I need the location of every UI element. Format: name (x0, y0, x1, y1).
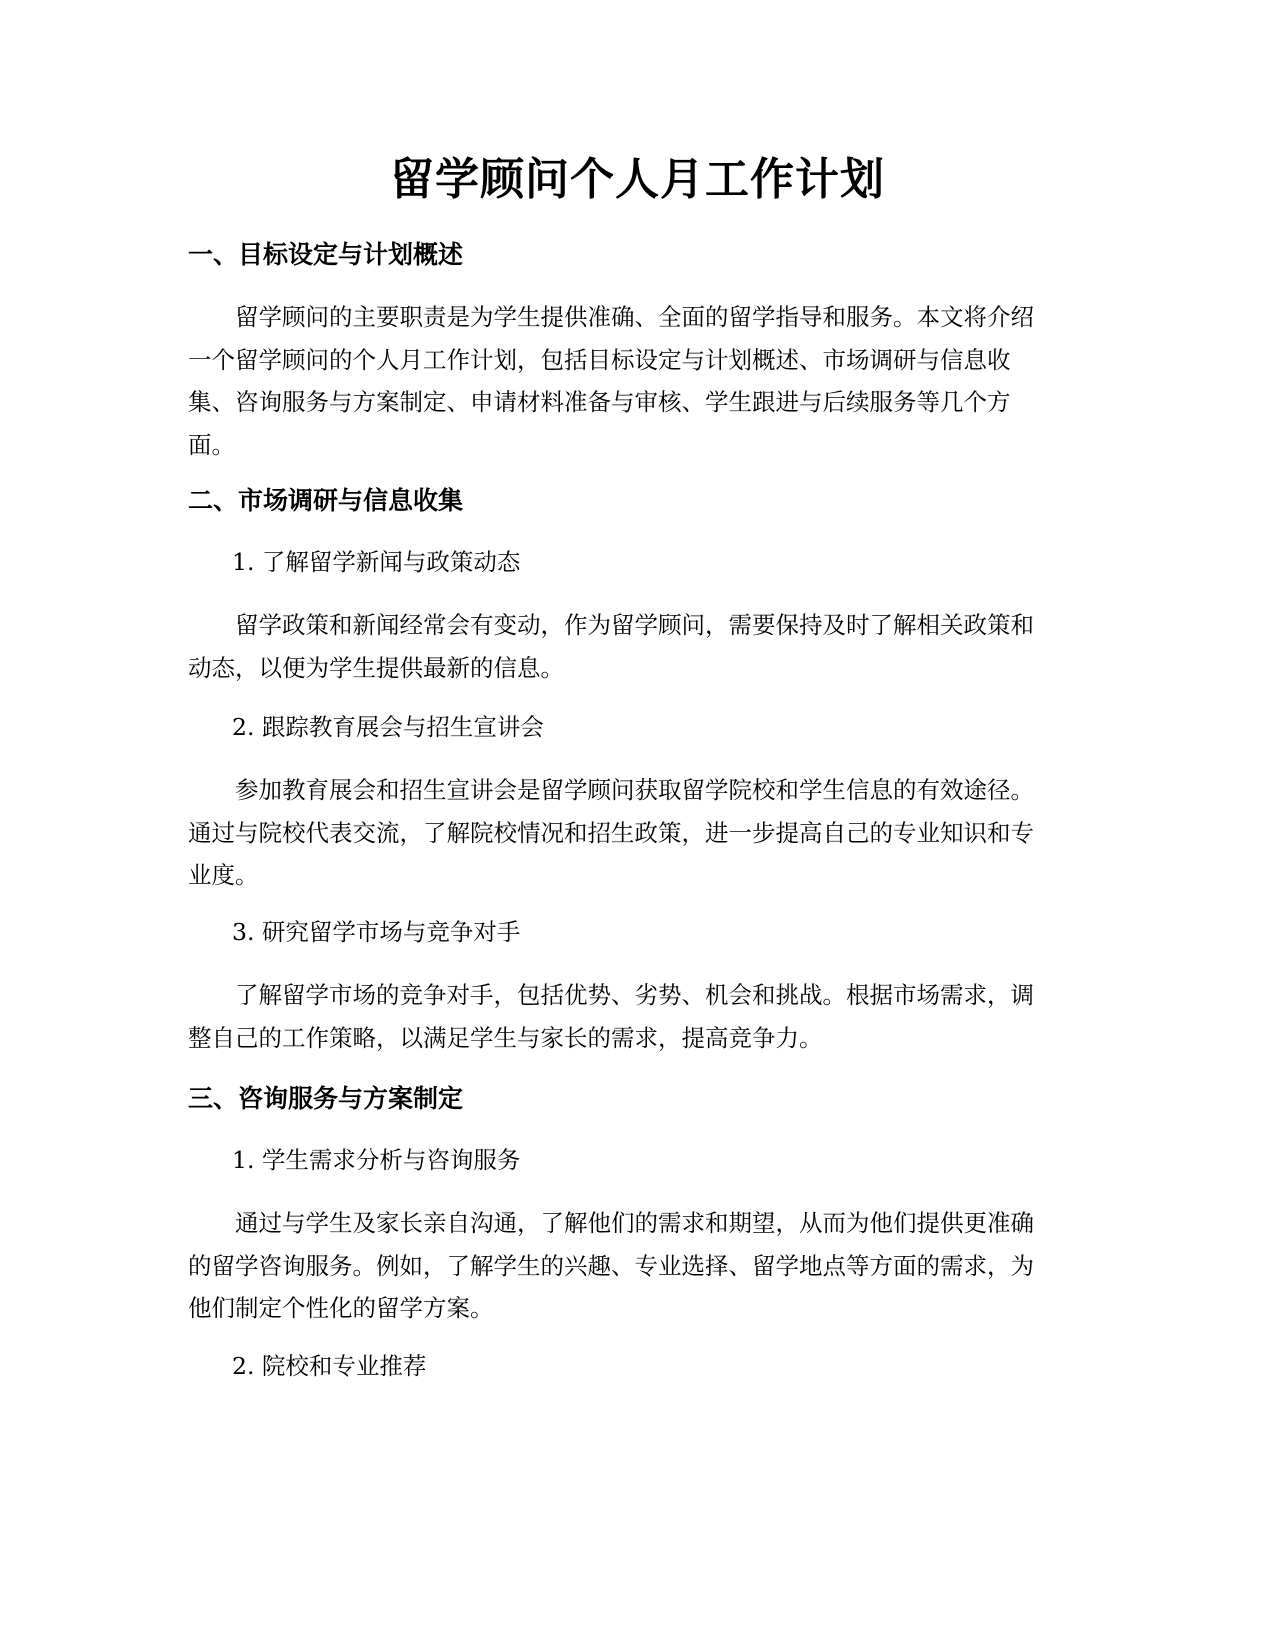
paragraph-line: 动态，以便为学生提供最新的信息。 (188, 653, 564, 682)
paragraph-line: 他们制定个性化的留学方案。 (188, 1294, 494, 1322)
subsection-title: 3. 研究留学市场与竞争对手 (232, 918, 521, 946)
paragraph-line: 一个留学顾问的个人月工作计划，包括目标设定与计划概述、市场调研与信息收 (188, 345, 1011, 374)
paragraph (188, 604, 1088, 689)
section-heading: 一、目标设定与计划概述 (188, 240, 464, 269)
paragraph-line: 通过与学生及家长亲自沟通，了解他们的需求和期望，从而为他们提供更准确 (235, 1209, 1034, 1237)
subsection-title: 2. 跟踪教育展会与招生宣讲会 (232, 713, 544, 741)
section-heading: 三、咨询服务与方案制定 (188, 1084, 464, 1113)
page-title: 留学顾问个人月工作计划 (390, 154, 885, 205)
section-heading: 二、市场调研与信息收集 (188, 486, 464, 515)
paragraph-line: 整自己的工作策略，以满足学生与家长的需求，提高竞争力。 (188, 1023, 823, 1052)
subsection-title: 2. 院校和专业推荐 (232, 1352, 427, 1380)
paragraph-line: 参加教育展会和招生宣讲会是留学顾问获取留学院校和学生信息的有效途径。 (235, 776, 1034, 804)
paragraph-line: 留学顾问的主要职责是为学生提供准确、全面的留学指导和服务。本文将介绍 (235, 303, 1034, 331)
paragraph (188, 769, 1088, 897)
paragraph (188, 296, 1088, 466)
paragraph-line: 通过与院校代表交流，了解院校情况和招生政策，进一步提高自己的专业知识和专 (188, 818, 1034, 847)
paragraph-line: 留学政策和新闻经常会有变动，作为留学顾问，需要保持及时了解相关政策和 (235, 611, 1034, 639)
paragraph-line: 面。 (188, 430, 235, 459)
paragraph (188, 974, 1088, 1059)
paragraph-line: 了解留学市场的竞争对手，包括优势、劣势、机会和挑战。根据市场需求，调 (235, 981, 1034, 1009)
paragraph (188, 1202, 1088, 1330)
paragraph-line: 业度。 (188, 861, 259, 889)
subsection-title: 1. 学生需求分析与咨询服务 (232, 1146, 521, 1174)
subsection-title: 1. 了解留学新闻与政策动态 (232, 548, 521, 576)
paragraph-line: 集、咨询服务与方案制定、申请材料准备与审核、学生跟进与后续服务等几个方 (188, 388, 1011, 416)
paragraph-line: 的留学咨询服务。例如，了解学生的兴趣、专业选择、留学地点等方面的需求，为 (188, 1251, 1034, 1280)
